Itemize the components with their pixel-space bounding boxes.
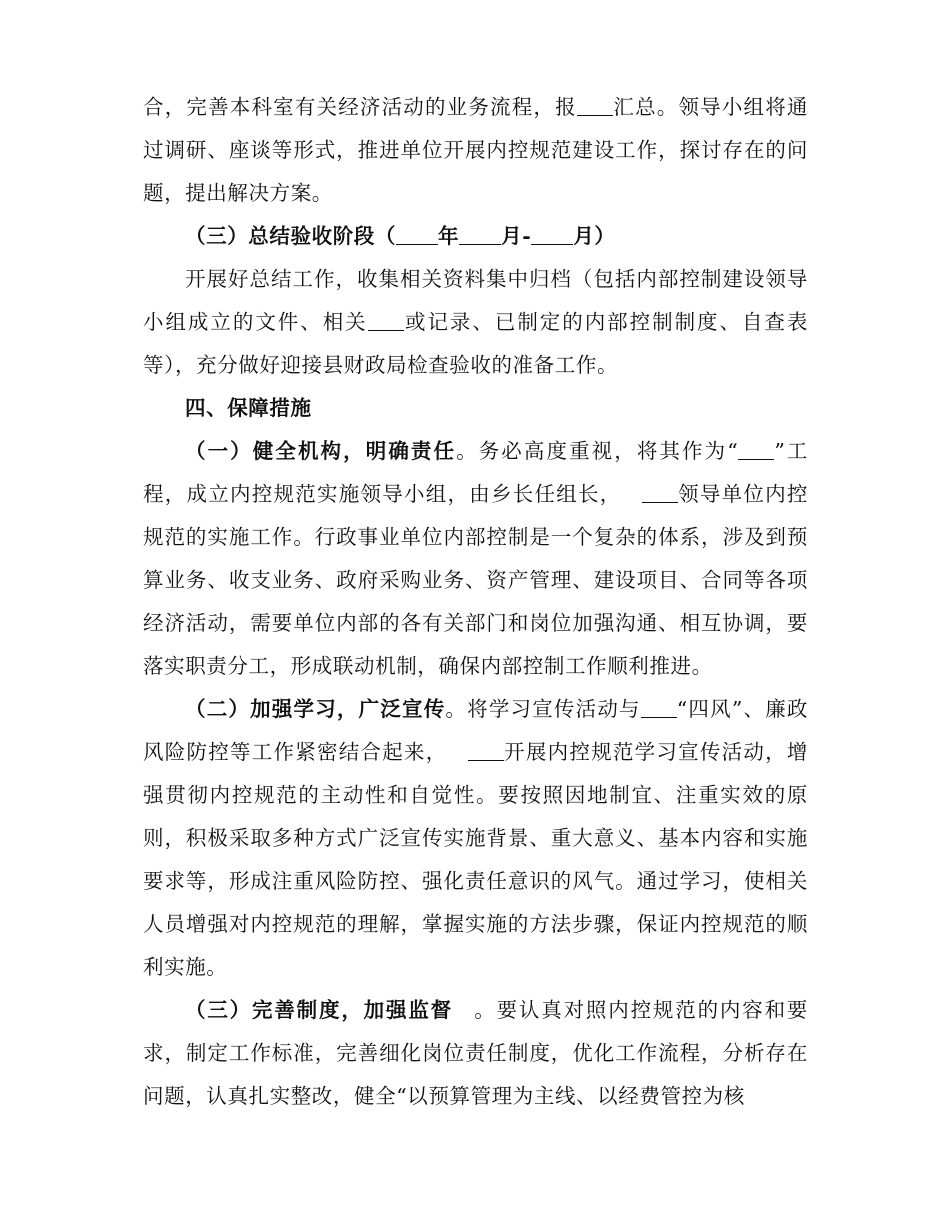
paragraph-study-publicity (143, 688, 808, 989)
fill-in-blank (641, 697, 677, 718)
paragraph-summary-work (143, 258, 808, 387)
paragraph-lead-bold: （一）健全机构，明确责任 (185, 439, 457, 463)
paragraph-text: 汇总。领导小组将通过调研、座谈等形式，推进单位开展内控规范建设工作，探讨存在的问题，提出解决方案。 (143, 95, 809, 205)
paragraph-organization (143, 430, 808, 688)
heading-text: 年 (438, 224, 460, 248)
fill-in-blank (468, 740, 504, 761)
paragraph-text: 领导单位内控规范的实施工作。行政事业单位内部控制是一个复杂的体系，涉及到预算业务、收支业务、政府采购业务、资产管理、建设项目、合同等各项经济活动，需要单位内部的各有关部门和岗位加强沟通、相互协调，要落实职责分工，形成联动机制，确保内部控制工作顺利推进。 (143, 482, 808, 678)
fill-in-blank (368, 310, 404, 331)
fill-in-blank (642, 482, 678, 503)
paragraph-text: 开展内控规范学习宣传活动，增强贯彻内控规范的主动性和自觉性。要按照因地制宜、注重实效的原则，积极采取多种方式广泛宣传实施背景、重大意义、基本内容和实施要求等，形成注重风险防控、强化责任意识的风气。通过学习，使相关人员增强对内控规范的理解，掌握实施的方法步骤，保证内控规范的顺利实施。 (143, 740, 808, 979)
document-body (143, 86, 808, 1118)
fill-in-blank (738, 439, 774, 460)
paragraph-lead-bold: （三）完善制度，加强监督 (185, 998, 453, 1022)
paragraph-system-supervision (143, 989, 808, 1118)
paragraph-text: 。要认真对照内控规范的内容和要求，制定工作标准，完善细化岗位责任制度，优化工作流程，分析存在问题，认真扎实整改，健全“以预算管理为主线、以经费管控为核 (143, 998, 808, 1108)
paragraph-process-summary (143, 86, 808, 215)
heading-text: 月） (573, 224, 616, 248)
paragraph-text: 合，完善本科室有关经济活动的业务流程，报 (143, 95, 577, 119)
heading-summary-stage (143, 215, 808, 258)
fill-in-blank (396, 224, 438, 245)
fill-in-blank (531, 224, 573, 245)
paragraph-text: “四风”、廉政风险防控等工作紧密结合起来， (143, 697, 808, 764)
paragraph-lead-bold: （二）加强学习，广泛宣传 (185, 697, 446, 721)
paragraph-text: 。务必高度重视，将其作为“ (456, 439, 739, 463)
fill-in-blank (459, 224, 501, 245)
fill-in-blank (577, 95, 613, 116)
heading-text: 月- (501, 224, 532, 248)
heading-safeguard-measures: 四、保障措施 (185, 396, 312, 420)
paragraph-text: 开展好总结工作，收集相关资料集中归档（包括内部控制建设领导小组成立的文件、相关 (143, 267, 808, 334)
heading-text: （三）总结验收阶段（ (185, 224, 396, 248)
paragraph-text: 或记录、已制定的内部控制制度、自查表等），充分做好迎接县财政局检查验收的准备工作。 (143, 310, 808, 377)
paragraph-text: 。将学习宣传活动与 (445, 697, 641, 721)
paragraph-text: ”工程，成立内控规范实施领导小组，由乡长任组长， (143, 439, 809, 506)
